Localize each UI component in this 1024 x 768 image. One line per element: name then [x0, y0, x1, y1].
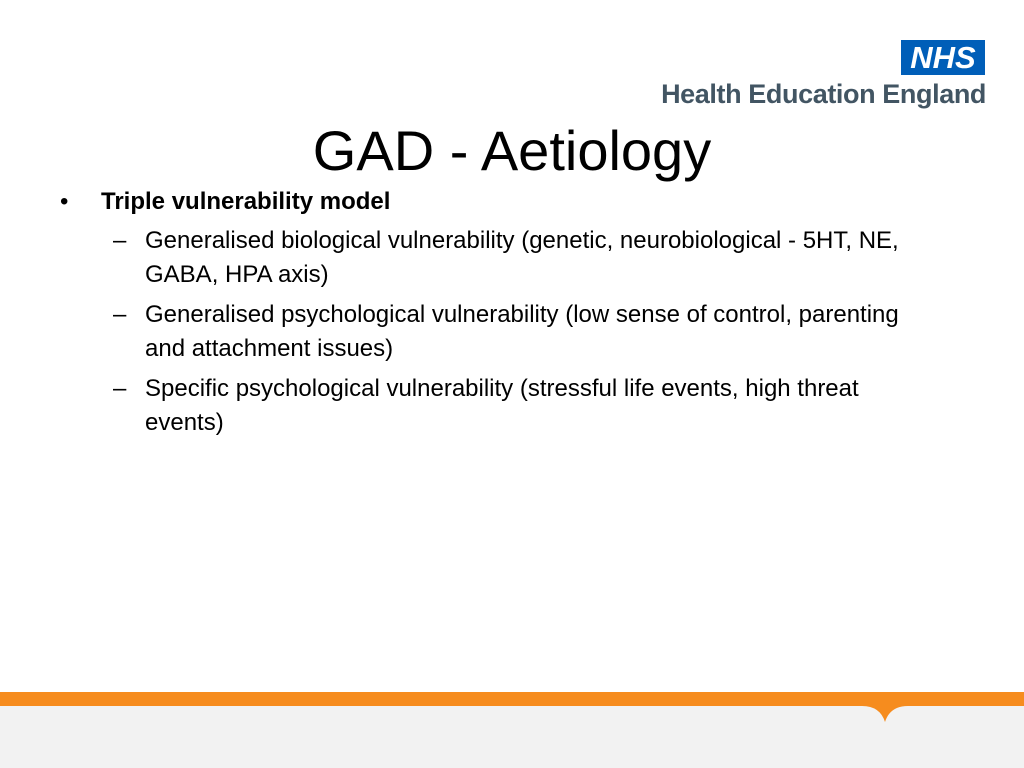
sub-bullet-text: Generalised psychological vulnerability (low sense of control, parenting and attachment issues): [145, 301, 899, 362]
dash-icon: –: [113, 227, 127, 254]
organisation-name: Health Education England: [661, 79, 986, 109]
dash-icon: –: [113, 301, 127, 328]
sub-bullet-item: [54, 372, 944, 440]
bullet-item: [54, 182, 944, 222]
sub-bullet-item: [54, 224, 944, 292]
sub-bullet-item: [54, 298, 944, 366]
sub-bullet-text: Specific psychological vulnerability (stressful life events, high threat events): [145, 375, 859, 436]
slide-body: [54, 182, 944, 446]
nhs-logo-box: NHS: [901, 40, 985, 75]
hee-logo: [636, 40, 986, 112]
bullet-dot-icon: •: [60, 188, 69, 215]
sub-bullet-text: Generalised biological vulnerability (genetic, neurobiological - 5HT, NE, GABA, HPA axis): [145, 227, 899, 288]
slide-title: GAD - Aetiology: [312, 119, 712, 182]
footer-notch-shape: [0, 692, 1024, 732]
dash-icon: –: [113, 375, 127, 402]
bullet-text: Triple vulnerability model: [101, 188, 391, 215]
